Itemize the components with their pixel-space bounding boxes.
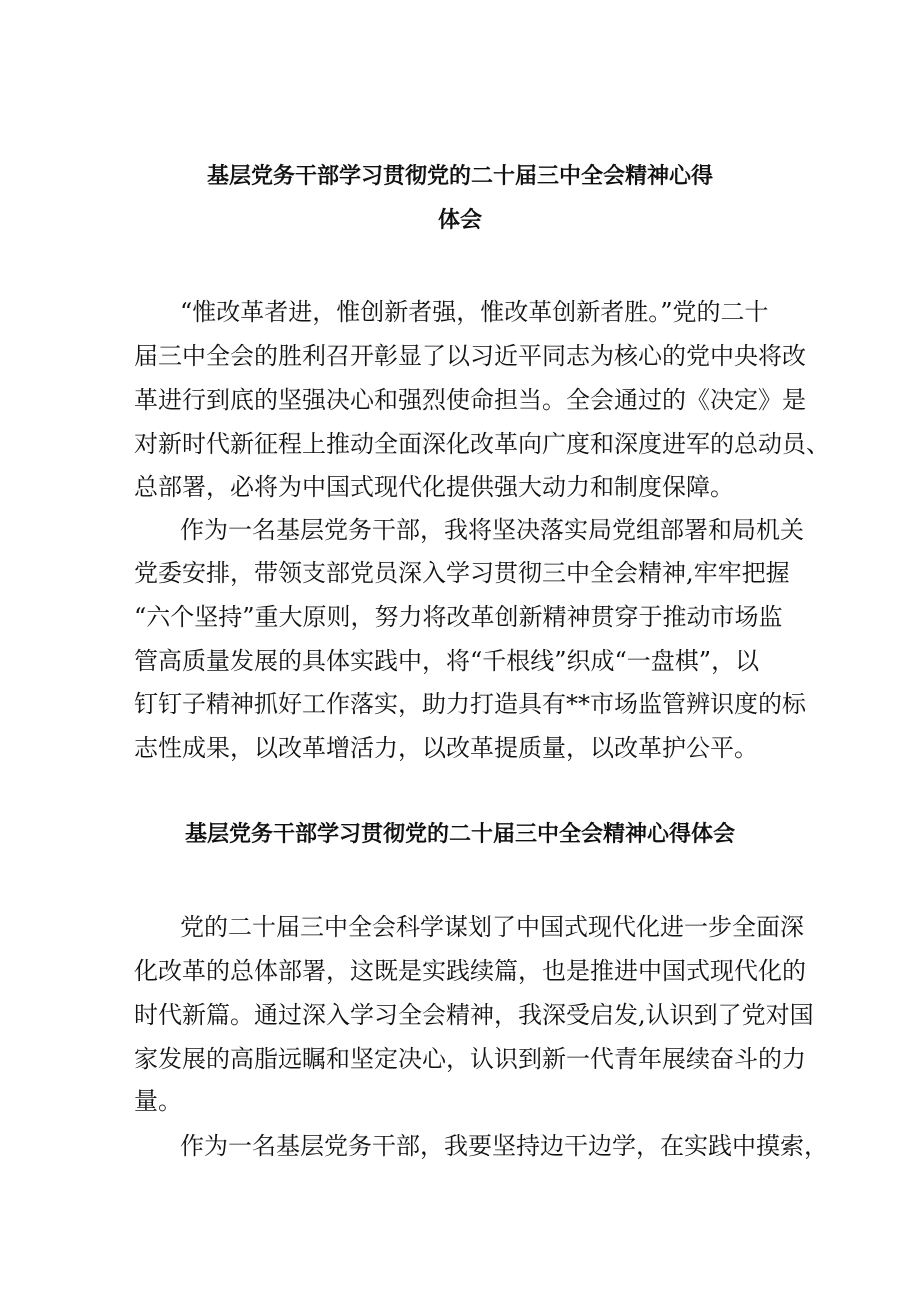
section1-paragraph1-line: 对新时代新征程上推动全面深化改革向广度和深度进军的总动员、 [134, 430, 830, 458]
section1-paragraph2-line: 作为一名基层党务干部，我将坚决落实局党组部署和局机关 [180, 516, 804, 544]
section1-paragraph2-line: 管高质量发展的具体实践中，将“千根线”织成“一盘棋”，以 [134, 647, 760, 675]
section1-title-line1: 基层党务干部学习贯彻党的二十届三中全会精神心得 [206, 163, 713, 189]
section1-paragraph2-line: 党委安排，带领支部党员深入学习贯彻三中全会精神,牢牢把握 [134, 559, 790, 587]
section2-paragraph2-line: 作为一名基层党务干部，我要坚持边干边学，在实践中摸索， [180, 1132, 828, 1160]
section1-paragraph2-line: 志性成果，以改革增活力，以改革提质量，以改革护公平。 [134, 734, 758, 762]
section2-paragraph1-line: 量。 [134, 1087, 182, 1115]
section1-title-line2: 体会 [437, 207, 482, 233]
section2-paragraph1-line: 时代新篇。通过深入学习全会精神，我深受启发,认识到了党对国 [134, 1001, 814, 1029]
section1-paragraph2-line: 钉钉子精神抓好工作落实，助力打造具有**市场监管辨识度的标 [134, 690, 806, 718]
section2-paragraph1-line: 党的二十届三中全会科学谋划了中国式现代化进一步全面深 [180, 913, 804, 941]
section2-paragraph1-line: 家发展的高脂远瞩和坚定决心，认识到新一代青年展续奋斗的力 [134, 1045, 806, 1073]
section1-paragraph1-line: 届三中全会的胜利召开彰显了以习近平同志为核心的党中央将改 [134, 342, 806, 370]
section1-paragraph1-line: 总部署，必将为中国式现代化提供强大动力和制度保障。 [134, 473, 734, 501]
section1-paragraph1-line: “惟改革者进，惟创新者强，惟改革创新者胜。”党的二十 [180, 298, 769, 326]
section2-title: 基层党务干部学习贯彻党的二十届三中全会精神心得体会 [184, 821, 735, 847]
section1-paragraph2-line: “六个坚持”重大原则，努力将改革创新精神贯穿于推动市场监 [134, 603, 783, 631]
section2-paragraph1-line: 化改革的总体部署，这既是实践续篇，也是推进中国式现代化的 [134, 957, 806, 985]
section1-paragraph1-line: 革进行到底的坚强决心和强烈使命担当。全会通过的《决定》是 [134, 386, 806, 414]
